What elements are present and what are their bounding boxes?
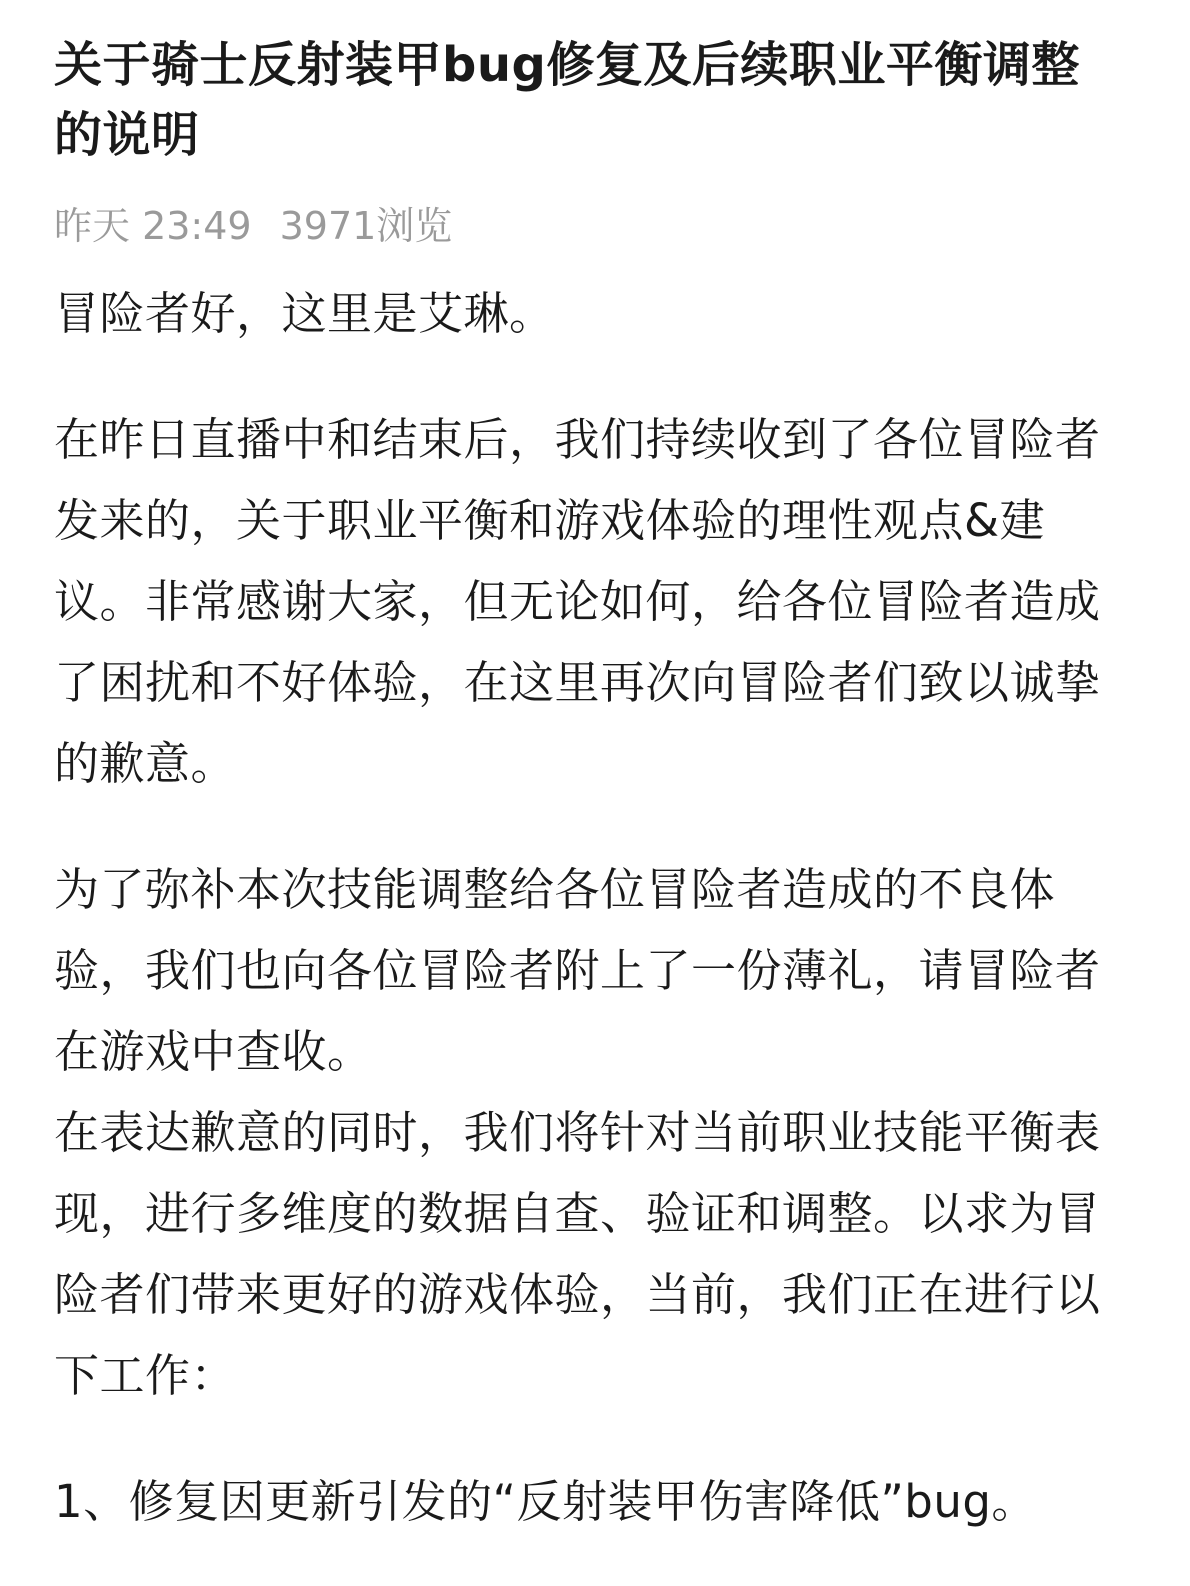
article: [54, 0, 1114, 1542]
body-paragraph: 在昨日直播中和结束后，我们持续收到了各位冒险者发来的，关于职业平衡和游戏体验的理性观点&建议。非常感谢大家，但无论如何，给各位冒险者造成了困扰和不好体验，在这里再次向冒险者们致以诚挚的歉意。: [54, 413, 1101, 790]
article-title: 关于骑士反射装甲bug修复及后续职业平衡调整的说明: [54, 37, 1080, 163]
article-body: [54, 273, 1114, 1542]
publish-time: 昨天 23:49: [54, 204, 252, 248]
body-paragraph: 为了弥补本次技能调整给各位冒险者造成的不良体验，我们也向各位冒险者附上了一份薄礼，请冒险者在游戏中查收。: [54, 863, 1101, 1078]
greeting-paragraph: 冒险者好，这里是艾琳。: [54, 287, 555, 340]
body-paragraph: 在表达歉意的同时，我们将针对当前职业技能平衡表现，进行多维度的数据自查、验证和调整。以求为冒险者们带来更好的游戏体验，当前，我们正在进行以下工作：: [54, 1106, 1101, 1402]
article-meta: [54, 204, 1114, 248]
body-paragraph: 1、修复因更新引发的“反射装甲伤害降低”bug。: [54, 1475, 1037, 1528]
view-count: 3971浏览: [279, 204, 453, 248]
